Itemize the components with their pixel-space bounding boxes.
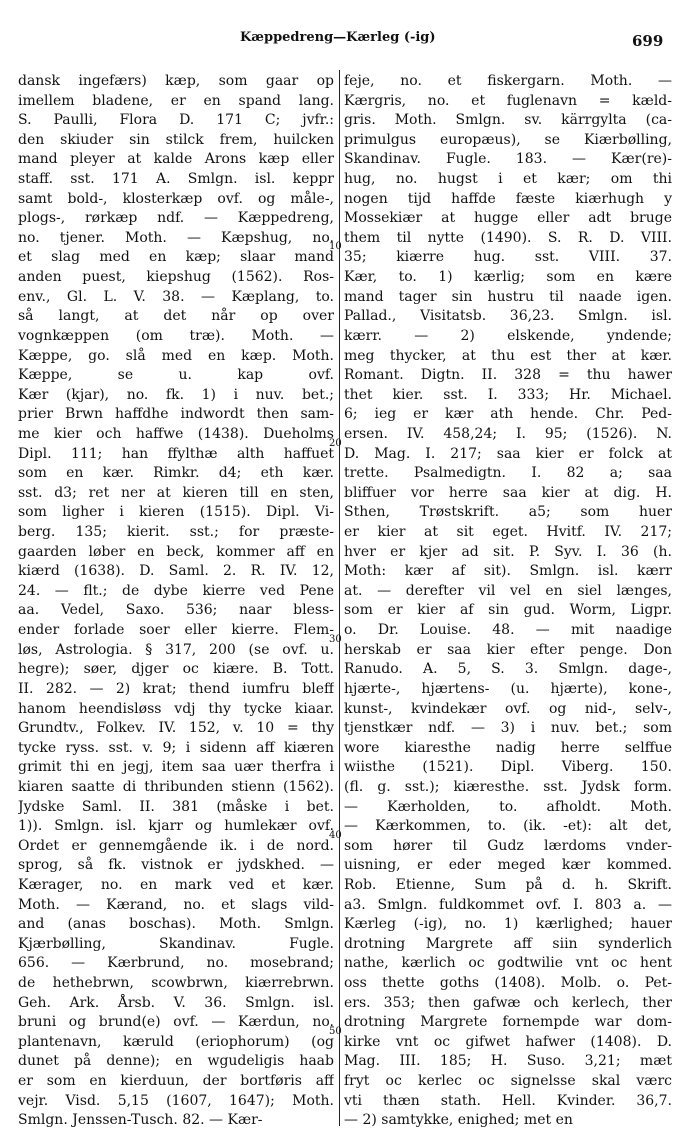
- text-line: anden puest, kiepshug (1562). Ros-: [18, 269, 334, 286]
- text-line: Geh. Ark. Årsb. V. 36. Smlgn. isl.: [18, 994, 334, 1011]
- text-line: kiaren saatte di thribunden stienn (1562).: [18, 778, 334, 795]
- text-line: Kæppe, go. slå med en kæp. Moth.: [18, 347, 334, 364]
- text-line: 1)). Smlgn. isl. kjarr og humlekær ovf.: [18, 818, 334, 835]
- text-line: imellem bladene, er en spand lang.: [18, 92, 334, 109]
- text-line: Skandinav. Fugle. 183. — Kær(re)-: [344, 151, 672, 168]
- line-marker-40: 40: [329, 830, 342, 841]
- text-line: 35; kiærre hug. sst. VIII. 37.: [344, 249, 672, 266]
- text-line: — 2) samtykke, enighed; met en: [344, 1112, 573, 1129]
- text-line: primulgus europæus), se Kiærbølling,: [344, 131, 672, 148]
- text-line: så langt, at det når op over: [18, 308, 334, 325]
- text-line: mand pleyer at kalde Arons kæp eller: [18, 151, 334, 168]
- text-line: trette. Psalmedigtn. I. 82 a; saa: [344, 465, 672, 482]
- text-line: hver er kjer ad sit. P. Syv. I. 36 (h.: [344, 543, 672, 560]
- text-line: som en kær. Rimkr. d4; eth kær.: [18, 465, 334, 482]
- text-line: fryt oc kerlec oc signelsse skal værc: [344, 1073, 672, 1090]
- text-line: them til nytte (1490). S. R. D. VIII.: [344, 229, 672, 246]
- text-line: aa. Vedel, Saxo. 536; naar bless-: [18, 602, 334, 619]
- text-line: Mag. III. 185; H. Suso. 3,21; mæt: [344, 1053, 672, 1070]
- text-line: kirke vnt oc gifwet hafwer (1408). D.: [344, 1033, 672, 1050]
- text-line: Rob. Etienne, Sum på d. h. Skrift.: [344, 876, 672, 893]
- text-line: me kier och haffwe (1438). Dueholms: [18, 425, 334, 442]
- text-line: kiærd (1638). D. Saml. 2. R. IV. 12,: [18, 563, 334, 580]
- text-line: drotning Margrete fornempde war dom-: [344, 1014, 672, 1031]
- text-line: de hethebrwn, scowbrwn, kiærrebrwn.: [18, 975, 334, 992]
- text-line: S. Paulli, Flora D. 171 C; jvfr.:: [18, 112, 334, 129]
- text-line: ersen. IV. 458,24; I. 95; (1526). N.: [344, 425, 672, 442]
- text-line: Kær (kjar), no. fk. 1) i nuv. bet.;: [18, 386, 334, 403]
- text-line: 656. — Kærbrund, no. mosebrand;: [18, 955, 334, 972]
- text-line: Dipl. 111; han ffylthæ alth haffuet: [18, 445, 334, 462]
- left-column: [18, 72, 334, 1131]
- text-line: hjærte-, hjærtens- (u. hjærte), kone-,: [344, 680, 672, 697]
- text-line: grimit thi en jegj, item saa uær therfra i: [18, 759, 334, 776]
- text-line: bliffuer vor herre saa kier at dig. H.: [344, 484, 672, 501]
- text-line: Grundtv., Folkev. IV. 152, v. 10 = thy: [18, 720, 334, 737]
- right-column: [344, 72, 672, 1131]
- line-marker-10: 10: [329, 241, 342, 252]
- line-marker-50: 50: [329, 1026, 342, 1037]
- running-title: Kæppedreng—Kærleg (-ig): [240, 30, 436, 45]
- text-line: gris. Moth. Smlgn. sv. kärrgylta (ca-: [344, 112, 672, 129]
- text-line: o. Dr. Louise. 48. — mit naadige: [344, 622, 672, 639]
- text-line: vti thæn stath. Hell. Kvinder. 36,7.: [344, 1092, 672, 1109]
- text-line: kærr. — 2) elskende, yndende;: [344, 327, 672, 344]
- text-line: plogs-, rørkæp ndf. — Kæppedreng,: [18, 210, 334, 227]
- text-line: and (anas boschas). Moth. Smlgn.: [18, 916, 334, 933]
- text-line: (fl. g. sst.); kiæresthe. sst. Jydsk form.: [344, 778, 672, 795]
- text-line: som er kier af sin gud. Worm, Ligpr.: [344, 602, 672, 619]
- text-line: Romant. Digtn. II. 328 = thu hawer: [344, 367, 672, 384]
- text-line: som ligher i kieren (1515). Dipl. Vi-: [18, 504, 334, 521]
- text-line: hanom heendisløss vdj thy tycke kiaar.: [18, 700, 334, 717]
- text-line: Moth: kær af sit). Smlgn. isl. kærr: [344, 563, 672, 580]
- text-line: prier Brwn haffdhe indwordt then sam-: [18, 406, 334, 423]
- text-line: vejr. Visd. 5,15 (1607, 1647); Moth.: [18, 1092, 334, 1109]
- line-marker-30: 30: [329, 634, 342, 645]
- text-line: plantenavn, kæruld (eriophorum) (og: [18, 1033, 334, 1050]
- text-line: env., Gl. L. V. 38. — Kæplang, to.: [18, 288, 334, 305]
- text-line: Kærleg (-ig), no. 1) kærlighed; hauer: [344, 916, 672, 933]
- text-line: Ordet er gennemgående ik. i de nord.: [18, 837, 334, 854]
- text-line: løs, Astrologia. § 317, 200 (se ovf. u.: [18, 641, 334, 658]
- text-line: wore kiaresthe nadig herre selffue: [344, 739, 672, 756]
- text-line: wiisthe (1521). Dipl. Viberg. 150.: [344, 759, 672, 776]
- text-line: den skiuder sin stilck frem, huilcken: [18, 131, 334, 148]
- text-line: feje, no. et fiskergarn. Moth. —: [344, 73, 672, 89]
- text-line: hegre); søer, djger oc kiære. B. Tott.: [18, 661, 334, 678]
- text-line: oss thette goths (1408). Molb. o. Pet-: [344, 975, 672, 992]
- text-line: Moth. — Kærand, no. et slags vild-: [18, 896, 334, 913]
- text-line: Ranudo. A. 5, S. 3. Smlgn. dage-,: [344, 661, 672, 678]
- text-line: Kærager, no. en mark ved et kær.: [18, 876, 334, 893]
- text-line: mand tager sin hustru til naade igen.: [344, 288, 672, 305]
- text-line: 24. — flt.; de dybe kierre ved Pene: [18, 582, 334, 599]
- text-line: drotning Margrete aff siin synderlich: [344, 935, 672, 952]
- text-line: thet kier. sst. I. 333; Hr. Michael.: [344, 386, 672, 403]
- text-line: a3. Smlgn. fuldkommet ovf. I. 803 a. —: [344, 896, 672, 913]
- text-line: nathe, kærlich oc godtwilie vnt oc hent: [344, 955, 672, 972]
- text-line: hug, no. hugst i et kær; om thi: [344, 171, 672, 188]
- text-line: nogen tijd haffde fæste kiærhugh y: [344, 190, 672, 207]
- text-line: tjenstkær ndf. — 3) i nuv. bet.; som: [344, 720, 672, 737]
- text-line: — Kærkommen, to. (ik. -et): alt det,: [344, 818, 672, 835]
- text-line: Kjærbølling, Skandinav. Fugle.: [18, 935, 334, 952]
- text-line: meg thycker, at thu est ther at kær.: [344, 347, 672, 364]
- text-line: bruni og brund(e) ovf. — Kærdun, no.: [18, 1014, 334, 1031]
- text-line: at. — derefter vil vel en siel længes,: [344, 582, 672, 599]
- text-line: kunst-, kvindekær ovf. og nid-, selv-,: [344, 700, 672, 717]
- text-line: samt bold-, klosterkæp ovf. og måle-,: [18, 190, 334, 207]
- text-line: staff. sst. 171 A. Smlgn. isl. keppr: [18, 171, 334, 188]
- text-line: Kæppe, se u. kap ovf.: [18, 367, 334, 384]
- text-line: Smlgn. Jenssen-Tusch. 82. — Kær-: [18, 1112, 263, 1129]
- text-line: Mossekiær at hugge eller adt bruge: [344, 210, 672, 227]
- text-line: II. 282. — 2) krat; thend iumfru bleff: [18, 680, 334, 697]
- text-line: herskab er saa kier efter penge. Don: [344, 641, 672, 658]
- text-line: et slag med en kæp; slaar mand: [18, 249, 334, 266]
- text-line: — Kærholden, to. afholdt. Moth.: [344, 798, 672, 815]
- text-line: ers. 353; then gafwæ och kerlech, ther: [344, 994, 672, 1011]
- column-divider: [339, 70, 340, 1126]
- text-line: Pallad., Visitatsb. 36,23. Smlgn. isl.: [344, 308, 672, 325]
- page-number: 699: [632, 32, 664, 50]
- text-line: dansk ingefærs) kæp, som gaar op: [18, 73, 334, 89]
- text-line: Kær, to. 1) kærlig; som en kære: [344, 269, 672, 286]
- text-line: no. tjener. Moth. — Kæpshug, no.: [18, 229, 334, 246]
- text-line: vognkæppen (om træ). Moth. —: [18, 327, 334, 344]
- page-header: [0, 20, 686, 50]
- text-line: Sthen, Trøstskrift. a5; som huer: [344, 504, 672, 521]
- line-marker-20: 20: [329, 438, 342, 449]
- text-line: Jydske Saml. II. 381 (måske i bet.: [18, 798, 334, 815]
- text-line: D. Mag. I. 217; saa kier er folck at: [344, 445, 672, 462]
- text-line: uisning, er eder meged kær kommed.: [344, 857, 672, 874]
- text-line: sprog, så fk. vistnok er jydskhed. —: [18, 857, 334, 874]
- text-line: berg. 135; kierit. sst.; for præste-: [18, 524, 334, 541]
- text-line: er kier at sit eget. Hvitf. IV. 217;: [344, 524, 672, 541]
- text-line: Kærgris, no. et fuglenavn = kæld-: [344, 92, 672, 109]
- text-line: gaarden løber en beck, kommer aff en: [18, 543, 334, 560]
- text-line: er som en kierduun, der bortføris aff: [18, 1073, 334, 1090]
- text-line: tycke ryss. sst. v. 9; i sidenn aff kiæren: [18, 739, 334, 756]
- text-line: som hører til Gudz lærdoms vnder-: [344, 837, 672, 854]
- text-line: 6; ieg er kær ath hende. Chr. Ped-: [344, 406, 672, 423]
- text-line: ender forlade soer eller kierre. Flem-: [18, 622, 334, 639]
- text-line: sst. d3; ret ner at kieren till en sten,: [18, 484, 334, 501]
- text-line: dunet på denne); en wgudeligis haab: [18, 1053, 334, 1070]
